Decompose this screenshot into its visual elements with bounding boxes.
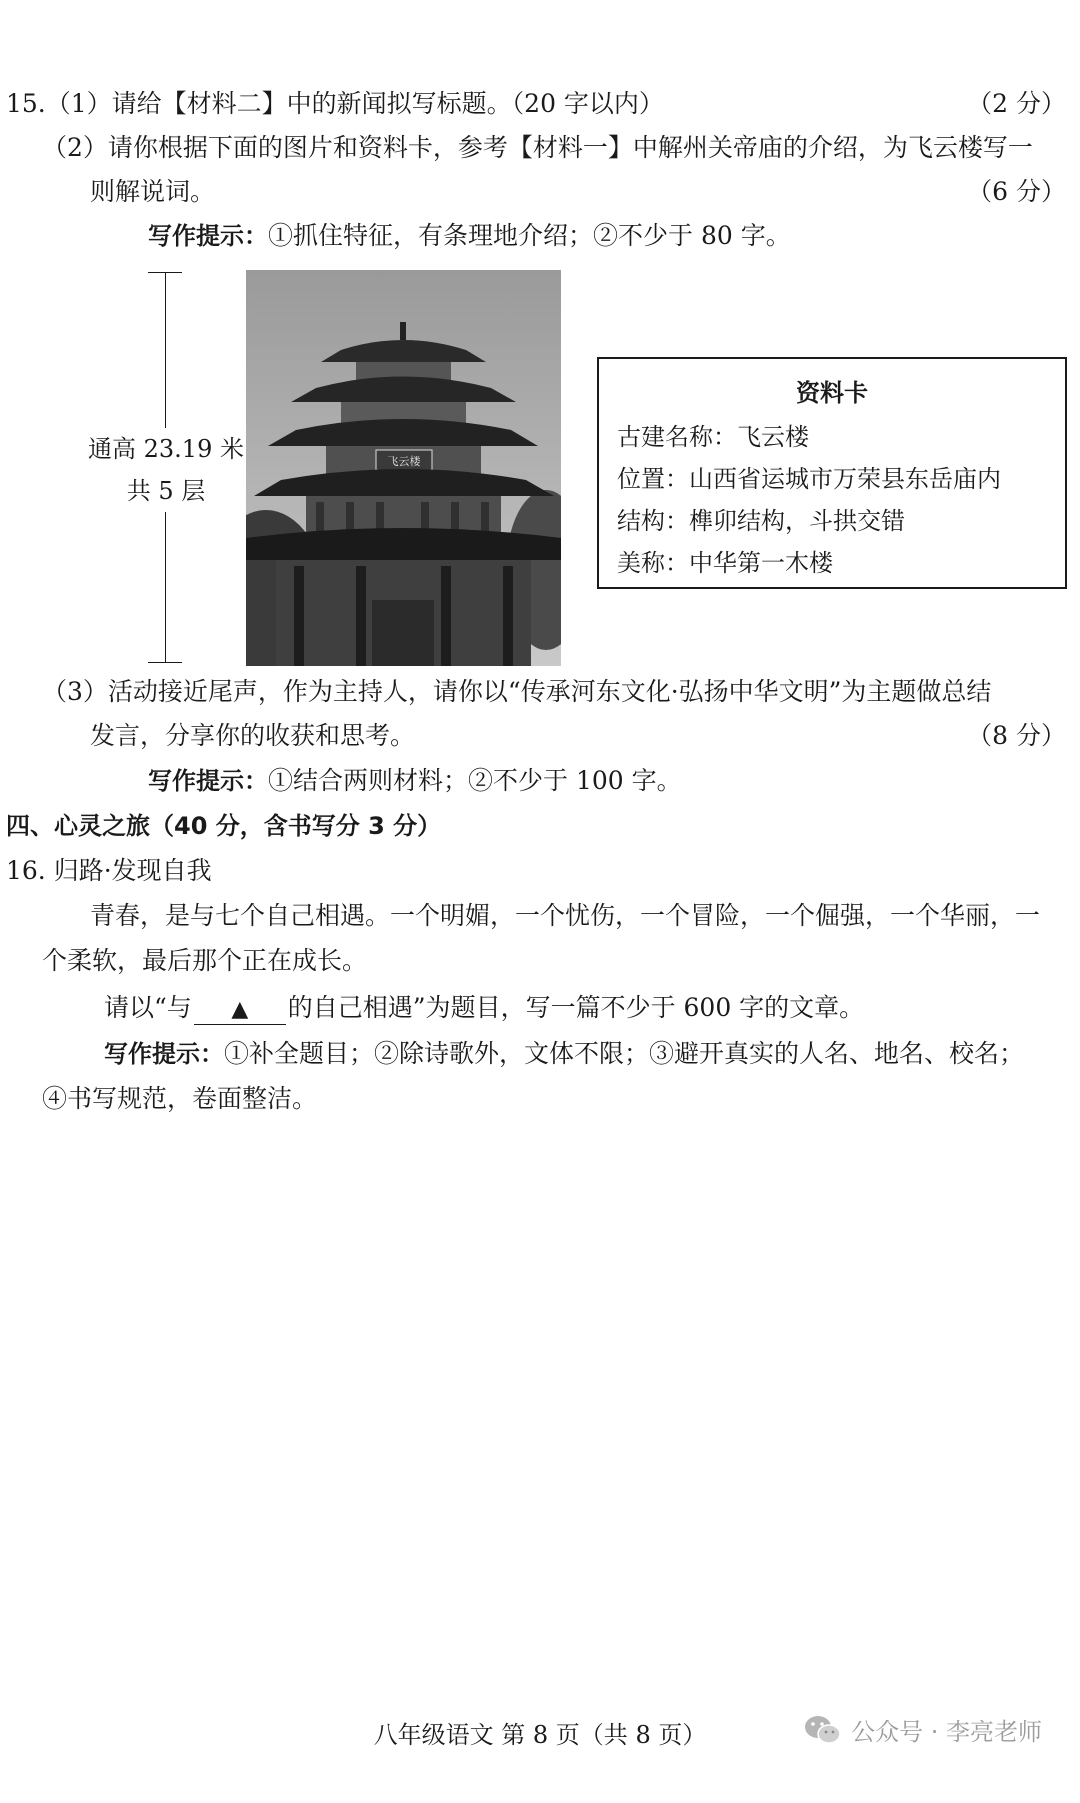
floors-label: 共 5 层 [126, 477, 206, 505]
q16-title: 16. 归路·发现自我 [6, 856, 212, 885]
q15-part2-hint [148, 218, 791, 254]
height-label: 通高 23.19 米 [88, 435, 244, 463]
tower-illustration [246, 270, 561, 666]
wechat-icon [803, 1713, 843, 1747]
info-card [597, 357, 1067, 589]
q15-part1-score: （2 分） [967, 89, 1066, 118]
info-card-row: 美称：中华第一木楼 [617, 549, 833, 577]
watermark [803, 1712, 1042, 1747]
info-card-row: 位置：山西省运城市万荣县东岳庙内 [617, 465, 1001, 493]
q16-prompt [104, 990, 864, 1026]
hint-label: 写作提示： [148, 222, 268, 250]
q15-part1: 15.（1）请给【材料二】中的新闻拟写标题。（20 字以内） [6, 89, 664, 118]
prompt-suffix: 的自己相遇”为题目，写一篇不少于 600 字的文章。 [287, 993, 865, 1022]
section-heading: 四、心灵之旅（40 分，含书写分 3 分） [6, 812, 442, 840]
q15-part2-line1: （2）请你根据下面的图片和资料卡，参考【材料一】中解州关帝庙的介绍，为飞云楼写一 [42, 133, 1033, 162]
hint-text: ①抓住特征，有条理地介绍；②不少于 80 字。 [268, 221, 791, 250]
q16-paragraph-line1: 青春，是与七个自己相遇。一个明媚，一个忧伤，一个冒险，一个倔强，一个华丽，一 [90, 901, 1041, 930]
q16-hint-line1 [104, 1036, 1024, 1072]
q15-part2-line2: 则解说词。 [90, 177, 216, 206]
tower-plaque: 飞云楼 [387, 455, 421, 468]
hint-text: ①结合两则材料；②不少于 100 字。 [268, 766, 682, 795]
q16-hint-line2: ④书写规范，卷面整洁。 [42, 1084, 318, 1113]
dimension-bottom-cap [148, 662, 182, 663]
q15-part3-line1: （3）活动接近尾声，作为主持人，请你以“传承河东文化·弘扬中华文明”为主题做总结 [42, 677, 992, 706]
info-card-row: 结构：榫卯结构，斗拱交错 [617, 507, 905, 535]
title-blank: ▲ [194, 996, 286, 1025]
info-card-title: 资料卡 [796, 379, 868, 407]
watermark-text: 公众号 · 李亮老师 [851, 1718, 1042, 1746]
hint-text: ①补全题目；②除诗歌外，文体不限；③避开真实的人名、地名、校名； [224, 1039, 1025, 1068]
q15-part2-score: （6 分） [967, 177, 1066, 206]
dimension-label [76, 428, 256, 512]
q15-part3-score: （8 分） [967, 721, 1066, 750]
prompt-prefix: 请以“与 [104, 993, 192, 1022]
q15-part3-line2: 发言，分享你的收获和思考。 [90, 721, 416, 750]
q15-part3-hint [148, 763, 682, 799]
feiyun-tower-photo [246, 270, 561, 666]
page-footer: 八年级语文 第 8 页（共 8 页） [373, 1721, 707, 1749]
hint-label: 写作提示： [148, 767, 268, 795]
q16-paragraph-line2: 个柔软，最后那个正在成长。 [42, 946, 368, 975]
hint-label: 写作提示： [104, 1040, 224, 1068]
info-card-row: 古建名称：飞云楼 [617, 423, 809, 451]
